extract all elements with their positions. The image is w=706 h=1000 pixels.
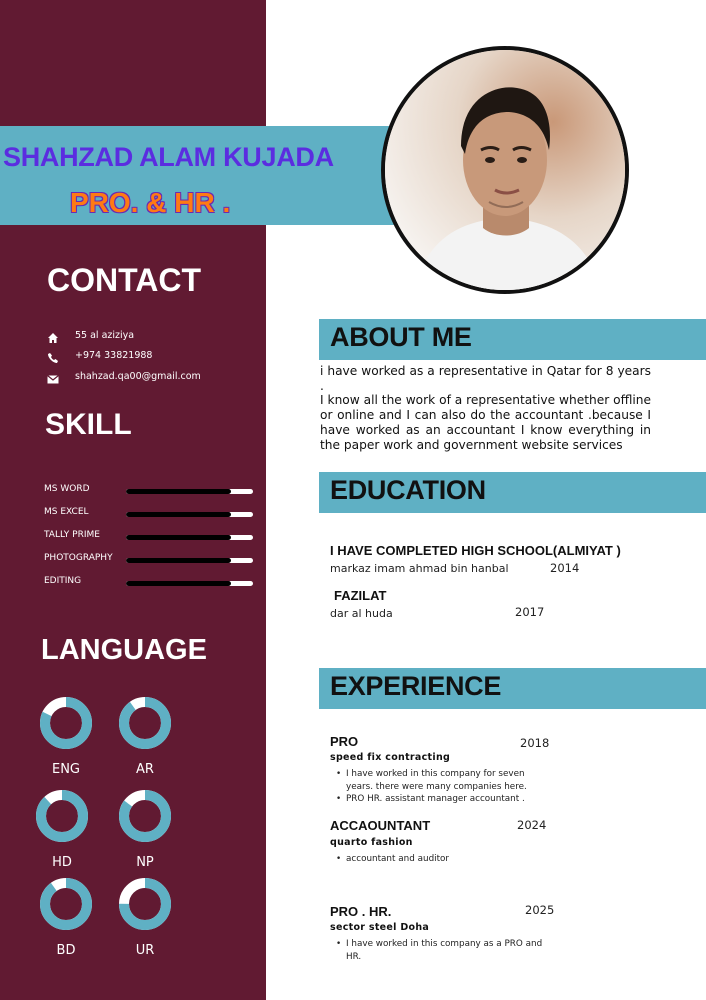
language-ring [118,789,172,843]
job-title: PRO [330,734,359,749]
education-school: markaz imam ahmad bin hanbal [330,562,509,575]
job-bullet: • PRO HR. assistant manager accountant . [334,793,554,806]
language-ring-fill [45,883,87,925]
skill-label: MS EXCEL [44,507,89,517]
language-label: HD [52,855,72,870]
language-ring [118,696,172,750]
skill-bar-fill [126,581,231,586]
skill-bar [126,512,253,517]
phone-text: +974 33821988 [75,349,153,361]
language-item [115,877,175,958]
language-item [115,696,175,777]
contact-email[interactable] [47,368,201,384]
language-label: ENG [51,762,80,777]
language-item [115,789,175,870]
job-year: 2024 [517,818,547,832]
company-name: speed fix contracting [330,752,451,763]
full-name: SHAHZAD ALAM KUJADA [3,142,334,172]
education-school: dar al huda [330,607,393,620]
skill-label: EDITING [44,576,82,586]
education-year: 2017 [515,605,545,619]
language-label: NP [136,855,154,870]
skill-item [44,576,256,590]
job-bullets [334,938,554,963]
skill-item [44,484,256,498]
job-year: 2025 [525,903,555,917]
language-ring [39,877,93,931]
job-title: PRO . HR. [330,904,392,919]
job-bullet: • I have worked in this company as a PRO and HR. [334,938,554,963]
job-role: PRO. & HR . [70,187,231,218]
skill-bar [126,535,253,540]
language-ring-fill [41,795,83,837]
education-title: FAZILAT [334,588,387,603]
about-text: i have worked as a representative in Qatar for 8 years . I know all the work of a representative whether offline or online and I can also do the accountant .because I have worked as an accountant I know everything in the paper work and government website services [320,364,651,452]
education-title: I HAVE COMPLETED HIGH SCHOOL(ALMIYAT ) [330,543,621,558]
language-item [32,789,92,870]
portrait-image [385,50,625,290]
skill-heading: SKILL [45,408,132,441]
company-name: quarto fashion [330,837,413,848]
about-section-bar [319,319,706,360]
skill-label: PHOTOGRAPHY [44,553,113,563]
home-icon [47,329,59,341]
skill-item [44,553,256,567]
job-bullets [334,853,554,866]
language-label: UR [135,943,155,958]
language-ring-fill [124,702,166,744]
job-year: 2018 [520,736,550,750]
skill-bar [126,489,253,494]
skill-item [44,507,256,521]
profile-photo [381,46,629,294]
skill-bar [126,581,253,586]
education-year: 2014 [550,561,580,575]
skill-bar-fill [126,535,231,540]
language-ring [35,789,89,843]
about-heading: ABOUT ME [330,322,472,352]
job-title: ACCAOUNTANT [330,818,431,833]
language-ring [39,696,93,750]
language-label: BD [56,943,76,958]
language-item [36,877,96,958]
job-bullet: • accountant and auditor [334,853,554,866]
phone-icon [47,349,59,361]
language-heading: LANGUAGE [41,634,207,666]
contact-address [47,327,134,343]
skill-label: TALLY PRIME [44,530,100,540]
language-item [36,696,96,777]
job-bullet: • I have worked in this company for seven years. there were many companies here. [334,768,554,793]
education-section-bar [319,472,706,513]
email-text: shahzad.qa00@gmail.com [75,370,201,382]
skill-bar [126,558,253,563]
job-bullets [334,768,554,806]
experience-heading: EXPERIENCE [330,671,502,701]
language-ring [118,877,172,931]
skill-bar-fill [126,489,231,494]
skill-bar-fill [126,512,231,517]
email-icon [47,370,59,382]
education-heading: EDUCATION [330,475,486,505]
language-label: AR [136,762,154,777]
skill-label: MS WORD [44,484,90,494]
experience-section-bar [319,668,706,709]
skill-item [44,530,256,544]
contact-phone[interactable] [47,347,152,363]
contact-heading: CONTACT [47,262,202,298]
address-text: 55 al aziziya [75,329,135,341]
company-name: sector steel Doha [330,922,430,933]
skill-bar-fill [126,558,231,563]
